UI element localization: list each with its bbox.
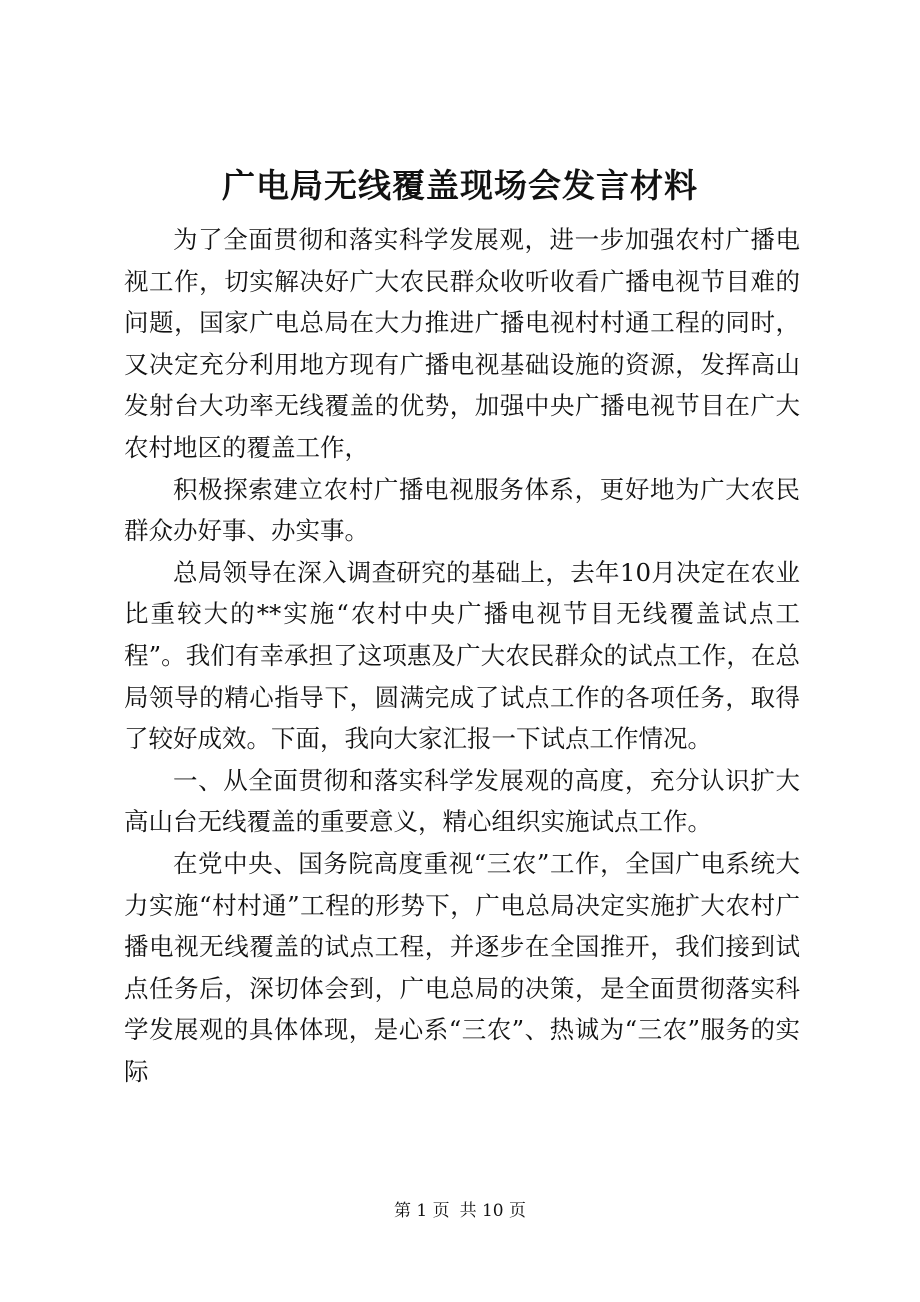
paragraph-2: 积极探索建立农村广播电视服务体系，更好地为广大农民群众办好事、办实事。 — [124, 474, 800, 546]
page-footer — [0, 1198, 920, 1224]
page-number: 第 1 页 — [393, 1201, 450, 1221]
paragraph-5: 在党中央、国务院高度重视“三农”工作，全国广电系统大力实施“村村通”工程的形势下，广电总局决定实施扩大农村广播电视无线覆盖的试点工程，并逐步在全国推开，我们接到试点任务后，深切体会到，广电总局的决策，是全面贯彻落实科学发展观的具体体现，是心系“三农”、热诚为“三农”服务的实际 — [124, 848, 800, 1086]
page-title: 广电局无线覆盖现场会发言材料 — [222, 166, 698, 205]
page-total: 共 10 页 — [459, 1201, 527, 1221]
paragraph-3: 总局领导在深入调查研究的基础上，去年10月决定在农业比重较大的**实施“农村中央广播电视节目无线覆盖试点工程”。我们有幸承担了这项惠及广大农民群众的试点工作，在总局领导的精心指导下，圆满完成了试点工作的各项任务，取得了较好成效。下面，我向大家汇报一下试点工作情况。 — [124, 557, 800, 754]
document-body — [124, 219, 800, 1092]
paragraph-1: 为了全面贯彻和落实科学发展观，进一步加强农村广播电视工作，切实解决好广大农民群众收听收看广播电视节目难的问题，国家广电总局在大力推进广播电视村村通工程的同时，又决定充分利用地方现有广播电视基础设施的资源，发挥高山发射台大功率无线覆盖的优势，加强中央广播电视节目在广大农村地区的覆盖工作， — [124, 225, 800, 462]
paragraph-4: 一、从全面贯彻和落实科学发展观的高度，充分认识扩大高山台无线覆盖的重要意义，精心组织实施试点工作。 — [124, 765, 800, 837]
